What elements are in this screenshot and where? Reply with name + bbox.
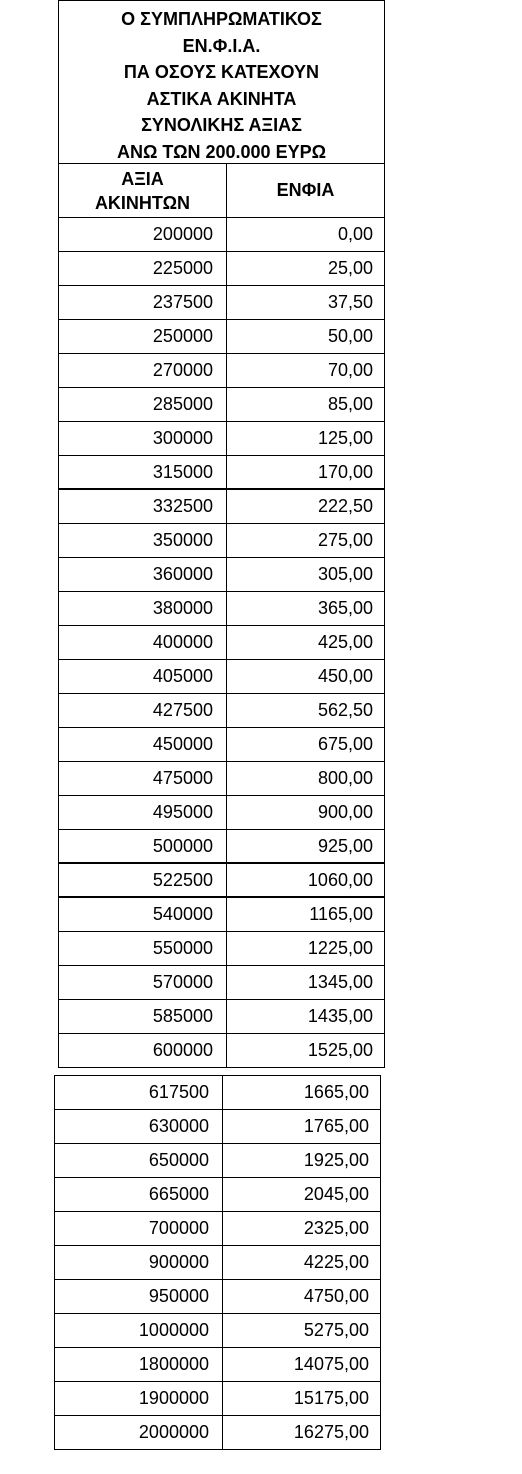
property-value-cell: 300000 (59, 422, 227, 455)
table-body (55, 1076, 380, 1450)
enfia-cell: 1435,00 (307, 1006, 373, 1026)
enfia-cell: 425,00 (317, 632, 373, 652)
enfia-cell: 1225,00 (307, 938, 373, 958)
title-line: Ο ΣΥΜΠΛΗΡΩΜΑΤΙΚΟΣ (121, 9, 322, 29)
table-title (59, 0, 384, 164)
table-row (55, 1382, 380, 1416)
property-value-cell: 495000 (59, 796, 227, 829)
table-row (59, 932, 384, 966)
property-value-cell: 1800000 (55, 1348, 223, 1381)
table-body (59, 218, 384, 1068)
enfia-table-part-1 (58, 0, 385, 1068)
title-line: ΑΝΩ ΤΩΝ 200.000 ΕΥΡΩ (116, 141, 327, 162)
enfia-cell: 1165,00 (309, 904, 373, 924)
property-value-cell: 570000 (59, 966, 227, 999)
property-value-cell: 237500 (59, 286, 227, 319)
property-value-cell: 700000 (55, 1212, 223, 1245)
property-value-cell: 600000 (59, 1034, 227, 1067)
table-row (55, 1314, 380, 1348)
enfia-cell: 450,00 (317, 666, 373, 686)
table-row (59, 320, 384, 354)
enfia-cell: 1345,00 (307, 972, 373, 992)
property-value-cell: 585000 (59, 1000, 227, 1033)
property-value-cell: 250000 (59, 320, 227, 353)
enfia-cell: 15175,00 (293, 1388, 369, 1408)
enfia-cell: 1925,00 (303, 1150, 369, 1170)
property-value-cell: 450000 (59, 728, 227, 761)
enfia-cell: 305,00 (317, 564, 373, 584)
property-value-cell: 2000000 (55, 1416, 223, 1449)
enfia-cell: 170,00 (317, 461, 373, 482)
table-row (59, 456, 384, 490)
property-value-cell: 650000 (55, 1144, 223, 1177)
property-value-cell: 350000 (59, 524, 227, 557)
enfia-cell: 50,00 (327, 326, 373, 346)
table-row (55, 1076, 380, 1110)
enfia-cell: 14075,00 (293, 1354, 369, 1374)
enfia-cell: 2325,00 (303, 1218, 369, 1238)
table-row (55, 1416, 380, 1450)
table-row (55, 1280, 380, 1314)
table-row (59, 422, 384, 456)
title-line: ΠΑ ΟΣΟΥΣ ΚΑΤΕΧΟΥΝ (123, 62, 320, 82)
enfia-cell: 1060,00 (307, 869, 373, 890)
property-value-cell: 225000 (59, 252, 227, 285)
property-value-cell: 630000 (55, 1110, 223, 1143)
table-row (55, 1348, 380, 1382)
enfia-cell: 70,00 (327, 360, 373, 380)
enfia-cell: 1525,00 (307, 1040, 373, 1060)
property-value-cell: 380000 (59, 592, 227, 625)
enfia-cell: 675,00 (317, 734, 373, 754)
enfia-cell: 4225,00 (303, 1252, 369, 1272)
table-row (55, 1246, 380, 1280)
enfia-cell: 25,00 (327, 258, 373, 278)
property-value-cell: 405000 (59, 660, 227, 693)
table-row (59, 728, 384, 762)
property-value-cell: 540000 (59, 898, 227, 931)
table-row (59, 218, 384, 252)
table-row (59, 286, 384, 320)
column-header-property-value (59, 164, 227, 217)
enfia-cell: 37,50 (327, 292, 373, 312)
property-value-cell: 1000000 (55, 1314, 223, 1347)
enfia-cell: 85,00 (327, 394, 373, 414)
property-value-cell: 270000 (59, 354, 227, 387)
enfia-cell: 4750,00 (303, 1286, 369, 1306)
enfia-cell: 800,00 (317, 768, 373, 788)
table-row (55, 1144, 380, 1178)
table-row (59, 694, 384, 728)
table-row (59, 796, 384, 830)
property-value-cell: 1900000 (55, 1382, 223, 1415)
property-value-cell: 360000 (59, 558, 227, 591)
table-row (59, 864, 384, 898)
table-row (59, 660, 384, 694)
enfia-table-part-2 (54, 1075, 381, 1450)
table-row (59, 490, 384, 524)
enfia-cell: 2045,00 (303, 1184, 369, 1204)
table-row (59, 898, 384, 932)
enfia-cell: 1765,00 (303, 1116, 369, 1136)
table-row (59, 592, 384, 626)
table-row (59, 626, 384, 660)
table-row (59, 762, 384, 796)
enfia-cell: 1665,00 (303, 1082, 369, 1102)
property-value-cell: 200000 (59, 218, 227, 251)
table-row (55, 1212, 380, 1246)
property-value-cell: 665000 (55, 1178, 223, 1211)
enfia-cell: 365,00 (317, 598, 373, 618)
title-line: ΕΝ.Φ.Ι.Α. (182, 35, 261, 56)
enfia-cell: 5275,00 (303, 1320, 369, 1340)
column-header-enfia: ΕΝΦΙΑ (276, 180, 335, 200)
header-line: ΑΞΙΑ (121, 169, 164, 189)
property-value-cell: 950000 (55, 1280, 223, 1313)
header-line: ΑΚΙΝΗΤΩΝ (94, 193, 191, 213)
property-value-cell: 500000 (59, 830, 227, 862)
table-row (59, 354, 384, 388)
enfia-cell: 562,50 (317, 700, 373, 720)
table-row (59, 388, 384, 422)
property-value-cell: 332500 (59, 490, 227, 523)
enfia-cell: 16275,00 (293, 1422, 369, 1442)
table-row (59, 252, 384, 286)
property-value-cell: 617500 (55, 1076, 223, 1109)
table-row (59, 1000, 384, 1034)
enfia-cell: 0,00 (337, 224, 373, 244)
enfia-cell: 222,50 (317, 496, 373, 516)
table-row (55, 1110, 380, 1144)
enfia-cell: 925,00 (317, 835, 373, 856)
table-row (59, 830, 384, 864)
enfia-cell: 275,00 (317, 530, 373, 550)
property-value-cell: 522500 (59, 864, 227, 896)
title-line: ΣΥΝΟΛΙΚΗΣ ΑΞΙΑΣ (141, 115, 302, 135)
property-value-cell: 427500 (59, 694, 227, 727)
property-value-cell: 400000 (59, 626, 227, 659)
property-value-cell: 285000 (59, 388, 227, 421)
table-row (59, 1034, 384, 1068)
table-row (59, 524, 384, 558)
title-line: ΑΣΤΙΚΑ ΑΚΙΝΗΤΑ (146, 88, 297, 109)
enfia-cell: 125,00 (317, 428, 373, 448)
property-value-cell: 315000 (59, 456, 227, 488)
enfia-cell: 900,00 (317, 802, 373, 822)
table-row (55, 1178, 380, 1212)
table-row (59, 966, 384, 1000)
table-row (59, 558, 384, 592)
property-value-cell: 475000 (59, 762, 227, 795)
column-header-row (59, 164, 384, 218)
property-value-cell: 550000 (59, 932, 227, 965)
property-value-cell: 900000 (55, 1246, 223, 1279)
